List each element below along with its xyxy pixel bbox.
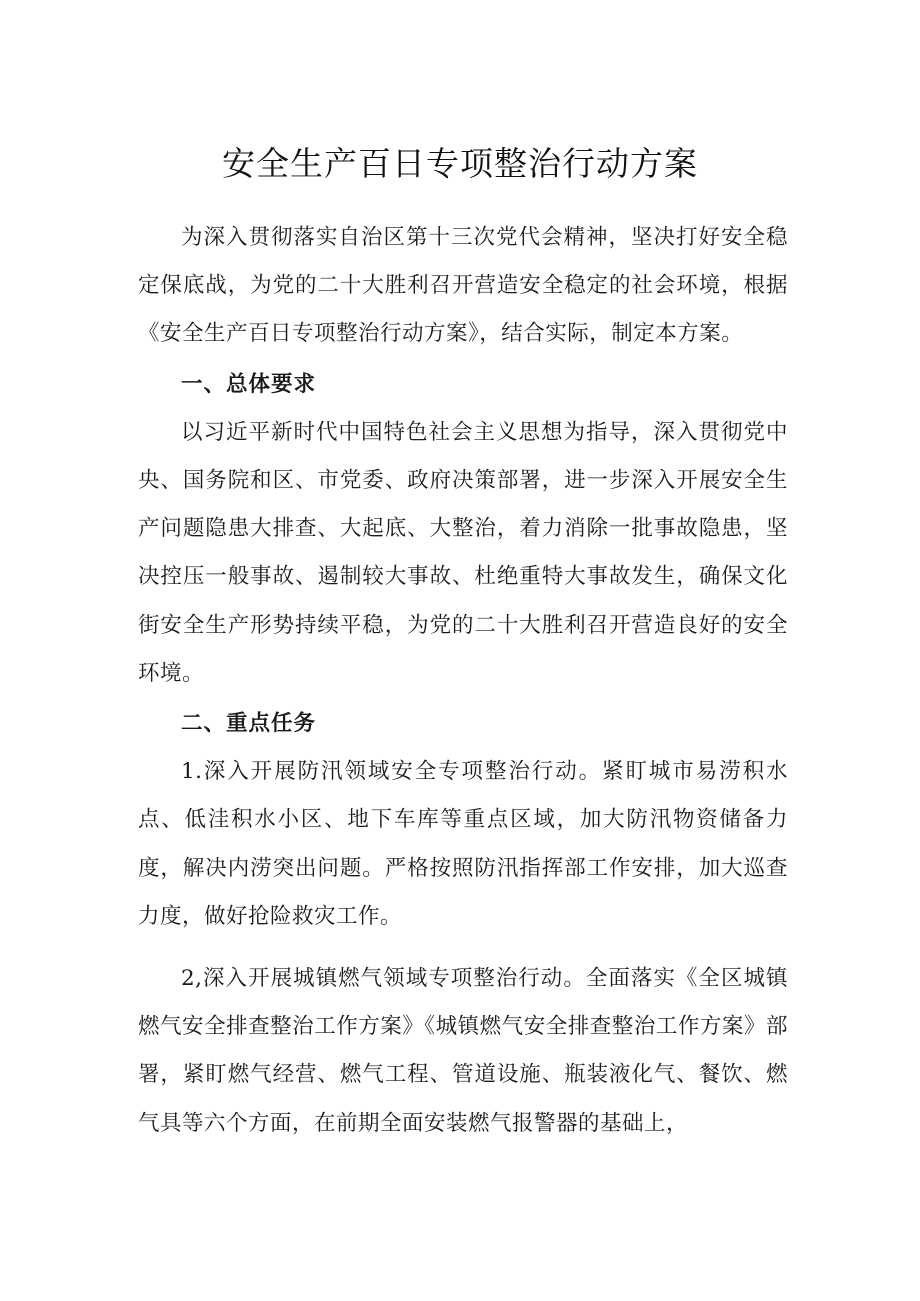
task-item-gas-safety: 2,深入开展城镇燃气领域专项整治行动。全面落实《全区城镇燃气安全排查整治工作方案》《城镇燃气安全排查整治工作方案》部署，紧盯燃气经营、燃气工程、管道设施、瓶装液化气、餐饮、燃气具等六个方面，在前期全面安装燃气报警器的基础上， — [138, 966, 788, 1136]
intro-paragraph: 为深入贯彻落实自治区第十三次党代会精神，坚决打好安全稳定保底战，为党的二十大胜利召开营造安全稳定的社会环境，根据《安全生产百日专项整治行动方案》，结合实际，制定本方案。 — [138, 225, 788, 347]
general-requirements-paragraph: 以习近平新时代中国特色社会主义思想为指导，深入贯彻党中央、国务院和区、市党委、政府决策部署，进一步深入开展安全生产问题隐患大排查、大起底、大整治，着力消除一批事故隐患，坚决控压一般事故、遏制较大事故、杜绝重特大事故发生，确保文化街安全生产形势持续平稳，为党的二十大胜利召开营造良好的安全环境。 — [138, 419, 788, 686]
document-body — [138, 214, 788, 1148]
task-item-flood-control: 1.深入开展防汛领域安全专项整治行动。紧盯城市易涝积水点、低洼积水小区、地下车库等重点区域，加大防汛物资储备力度，解决内涝突出问题。严格按照防汛指挥部工作安排，加大巡查力度，做好抢险救灾工作。 — [138, 759, 788, 929]
spacer — [138, 941, 788, 955]
section-heading-key-tasks: 二、重点任务 — [181, 711, 317, 737]
section-heading-general-requirements: 一、总体要求 — [181, 371, 317, 397]
document-title: 安全生产百日专项整治行动方案 — [222, 144, 698, 183]
